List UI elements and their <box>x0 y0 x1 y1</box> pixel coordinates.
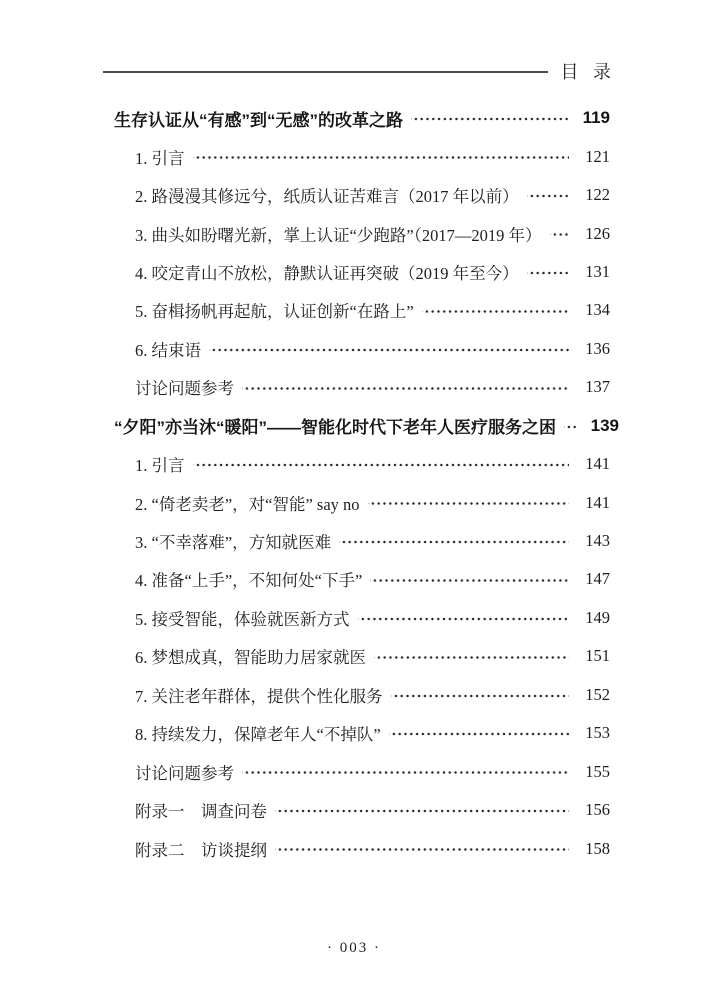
dot-leader <box>550 214 569 252</box>
dot-leader <box>411 99 569 137</box>
toc-entry-row <box>100 637 610 675</box>
toc-entry-title: “夕阳”亦当沐“暖阳”——智能化时代下老年人医疗服务之困 <box>114 418 556 438</box>
toc-entry-title: 3. 曲头如盼曙光新，掌上认证“少跑路”（2017—2019 年） <box>135 225 542 245</box>
toc-entry-row <box>100 829 610 867</box>
dot-leader <box>527 253 569 291</box>
toc-entry-page-number: 147 <box>585 569 610 589</box>
toc-entry-page-number: 156 <box>585 800 610 820</box>
toc-entry-page-number: 136 <box>585 338 610 358</box>
toc-entry-page-number: 151 <box>585 646 610 666</box>
toc-entry-title: 4. 咬定青山不放松，静默认证再突破（2019 年至今） <box>135 263 519 283</box>
dot-leader <box>193 445 570 483</box>
dot-leader <box>527 176 569 214</box>
toc-entry-row <box>100 752 610 790</box>
dot-leader <box>422 291 569 329</box>
toc-entry-title: 7. 关注老年群体，提供个性化服务 <box>135 686 383 706</box>
toc-entry-page-number: 152 <box>585 684 610 704</box>
toc-entry-title: 5. 接受智能，体验就医新方式 <box>135 609 350 629</box>
toc-entry-title: 生存认证从“有感”到“无感”的改革之路 <box>114 110 403 130</box>
toc-entry-title: 讨论问题参考 <box>135 763 234 783</box>
dot-leader <box>193 137 570 175</box>
dot-leader <box>209 330 569 368</box>
toc-entry-page-number: 141 <box>585 492 610 512</box>
toc-entry-page-number: 126 <box>585 223 610 243</box>
toc-entry-page-number: 139 <box>590 415 619 435</box>
toc-entry-title: 1. 引言 <box>135 148 185 168</box>
toc-entry-title: 8. 持续发力，保障老年人“不掉队” <box>135 725 381 745</box>
dot-leader <box>564 407 578 445</box>
toc-entry-page-number: 119 <box>582 108 610 128</box>
dot-leader <box>242 368 569 406</box>
toc-entry-page-number: 122 <box>585 185 610 205</box>
toc-entry-title: 3. “不幸落难”，方知就医难 <box>135 533 332 553</box>
toc-entry-row <box>100 176 610 214</box>
toc-entry-page-number: 134 <box>585 300 610 320</box>
toc-section-row <box>100 99 610 137</box>
toc-section-row <box>100 407 619 445</box>
running-head <box>103 58 612 86</box>
toc-entry-title: 讨论问题参考 <box>135 379 234 399</box>
toc-entry-title: 2. “倚老卖老”，对“智能” say no <box>135 494 360 514</box>
toc-entry-row <box>100 791 610 829</box>
toc-list <box>100 99 619 868</box>
dot-leader <box>358 599 570 637</box>
toc-entry-row <box>100 137 610 175</box>
toc-entry-title: 6. 结束语 <box>135 340 201 360</box>
toc-entry-page-number: 149 <box>585 607 610 627</box>
dot-leader <box>242 752 569 790</box>
dot-leader <box>389 714 569 752</box>
dot-leader <box>370 560 569 598</box>
toc-entry-page-number: 158 <box>585 838 610 858</box>
dot-leader <box>374 637 569 675</box>
toc-entry-title: 4. 准备“上手”，不知何处“下手” <box>135 571 363 591</box>
toc-entry-row <box>100 368 610 406</box>
page-title: 目 录 <box>560 62 612 82</box>
toc-entry-row <box>100 714 610 752</box>
toc-entry-row <box>100 676 610 714</box>
toc-entry-page-number: 143 <box>585 531 610 551</box>
dot-leader <box>368 483 569 521</box>
toc-entry-title: 附录二 访谈提纲 <box>135 840 267 860</box>
toc-entry-row <box>100 291 610 329</box>
toc-entry-page-number: 155 <box>585 761 610 781</box>
toc-entry-row <box>100 522 610 560</box>
toc-entry-page-number: 153 <box>585 723 610 743</box>
toc-entry-row <box>100 483 610 521</box>
dot-leader <box>339 522 569 560</box>
dot-leader <box>275 791 569 829</box>
toc-entry-row <box>100 599 610 637</box>
toc-entry-row <box>100 214 610 252</box>
header-rule <box>103 71 548 73</box>
toc-entry-page-number: 131 <box>585 261 610 281</box>
toc-entry-row <box>100 560 610 598</box>
toc-entry-page-number: 137 <box>585 377 610 397</box>
page-footer <box>0 940 708 957</box>
toc-entry-page-number: 141 <box>585 454 610 474</box>
toc-entry-row <box>100 445 610 483</box>
dot-leader <box>391 676 570 714</box>
toc-entry-row <box>100 253 610 291</box>
dot-leader <box>275 829 569 867</box>
toc-entry-title: 1. 引言 <box>135 456 185 476</box>
toc-entry-title: 2. 路漫漫其修远兮，纸质认证苦难言（2017 年以前） <box>135 187 519 207</box>
toc-entry-page-number: 121 <box>585 146 610 166</box>
toc-entry-title: 6. 梦想成真，智能助力居家就医 <box>135 648 366 668</box>
folio-page-number: · 003 · <box>327 940 381 956</box>
toc-entry-title: 5. 奋楫扬帆再起航，认证创新“在路上” <box>135 302 414 322</box>
toc-entry-title: 附录一 调查问卷 <box>135 802 267 822</box>
toc-entry-row <box>100 330 610 368</box>
